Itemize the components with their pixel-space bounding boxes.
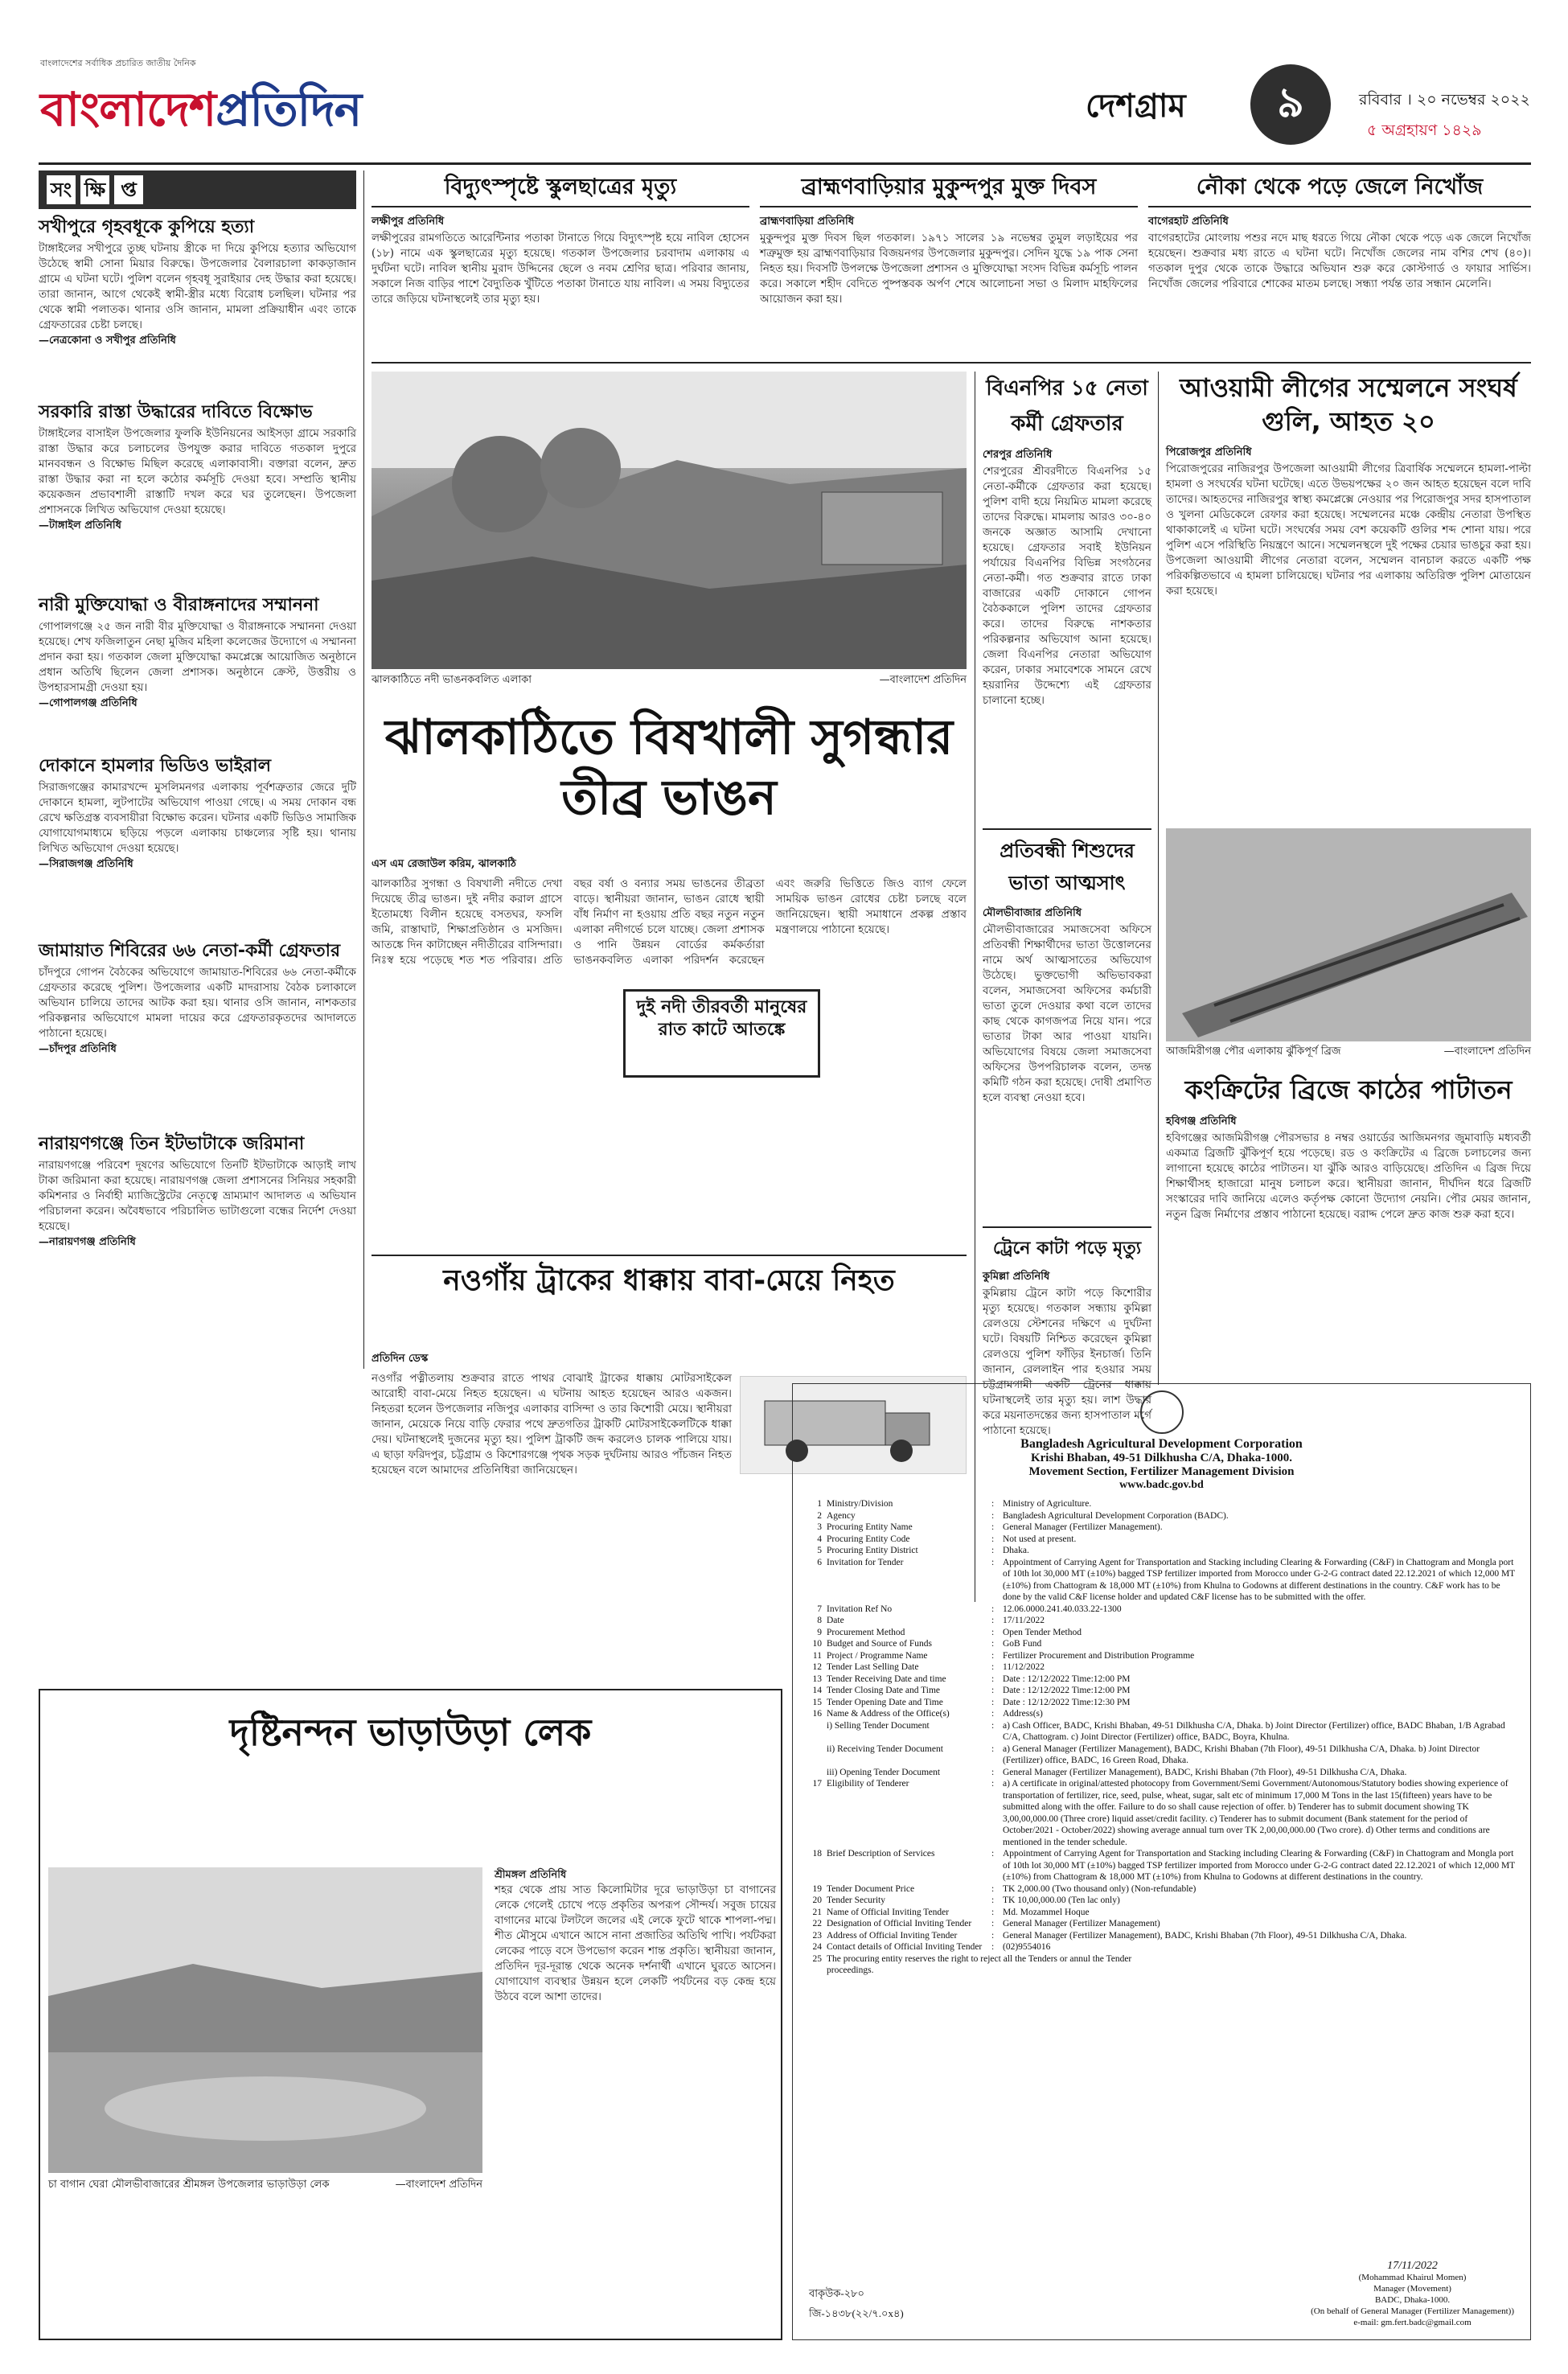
- bridge-byline: হবিগঞ্জ প্রতিনিধি: [1166, 1115, 1237, 1127]
- tender-row-label: Tender Closing Date and Time: [827, 1686, 941, 1695]
- main-story-text: ঝালকাঠির সুগন্ধা ও বিষখালী নদীতে দেখা দিয়েছে তীব্র ভাঙন। দুই নদীর করাল গ্রাসে ইতোমধ্যে বিলীন হয়েছে বসতঘর, ফসলি জমি, রাস্তাঘাট, শিক্ষাপ্রতিষ্ঠান ও মসজিদ। আতঙ্কে দিন কাটাচ্ছেন নদীতীরের বাসিন্দারা। নিঃস্ব হয়ে পড়েছে শত শত পরিবার। প্রতি বছর বর্ষা ও বন্যার সময় ভাঙনের তীব্রতা বাড়ে। স্থানীয়রা জানান, ভাঙন রোধে স্থায়ী বাঁধ নির্মাণ না হওয়ায় প্রতি বছর নতুন নতুন এলাকা নদীগর্ভে চলে যাচ্ছে। জেলা প্রশাসক ও পানি উন্নয়ন বোর্ডের কর্মকর্তারা ভাঙনকবলিত এলাকা পরিদর্শন করেছেন এবং জরুরি ভিত্তিতে জিও ব্যাগ ফেলে সাময়িক ভাঙন রোধের চেষ্টা চলছে বলে জানিয়েছেন। স্থায়ী সমাধানে প্রকল্প প্রস্তাব মন্ত্রণালয়ে পাঠানো হয়েছে।: [371, 877, 967, 967]
- main-headline: ঝালকাঠিতে বিষখালী সুগন্ধার তীব্র ভাঙন: [384, 709, 954, 826]
- newspaper-logo: [40, 74, 361, 152]
- naogaon-headline: নওগাঁয় ট্রাকের ধাক্কায় বাবা-মেয়ে নিহত: [443, 1264, 895, 1297]
- tender-row-number: 3: [817, 1522, 822, 1532]
- tender-row: [804, 1674, 1519, 1686]
- section-title: দেশগ্রাম: [1086, 88, 1186, 125]
- allowance-story: [983, 836, 1151, 1214]
- bridge-photo: [1166, 828, 1531, 1041]
- tender-org: Bangladesh Agricultural Development Corporation: [1020, 1437, 1303, 1451]
- tender-row: [804, 1498, 1519, 1510]
- main-story-photo: [371, 372, 967, 669]
- story-title: নৌকা থেকে পড়ে জেলে নিখোঁজ: [1196, 175, 1484, 199]
- lake-photo: [48, 1867, 482, 2173]
- brief-item: [39, 402, 356, 595]
- brief-text: গোপালগঞ্জে ২৫ জন নারী বীর মুক্তিযোদ্ধা ও বীরাঙ্গনাকে সম্মাননা দেওয়া হয়েছে। শেখ ফজিলাতুন নেছা মুজিব মহিলা কলেজের উদ্যোগে এ সম্মাননা প্রদান করা হয়। গতকাল জেলা মুক্তিযোদ্ধা কমপ্লেক্সে আয়োজিত অনুষ্ঠানে প্রধান অতিথি ছিলেন জেলা প্রশাসক। অনুষ্ঠানে ক্রেস্ট, উত্তরীয় ও উপহারসামগ্রী দেওয়া হয়।: [39, 620, 356, 695]
- train-text: কুমিল্লায় ট্রেনে কাটা পড়ে কিশোরীর মৃত্যু হয়েছে। গতকাল সন্ধ্যায় কুমিল্লা রেলওয়ে স্টেশনের দক্ষিণে এ দুর্ঘটনা ঘটে। বিষয়টি নিশ্চিত করেছেন কুমিল্লা রেলওয়ে পুলিশ ফাঁড়ির ইনচার্জ। তিনি জানান, রেললাইন পার হওয়ার সময় চট্টগ্রামগামী একটি ট্রেনের ধাক্কায় ঘটনাস্থলেই তার মৃত্যু হয়। লাশ উদ্ধার করে ময়নাতদন্তের জন্য হাসপাতাল মর্গে পাঠানো হয়েছে।: [983, 1287, 1151, 1437]
- photo-caption: ঝালকাঠিতে নদী ভাঙনকবলিত এলাকা: [371, 674, 532, 686]
- tender-row: [804, 1953, 1519, 1977]
- al-text: পিরোজপুরের নাজিরপুর উপজেলা আওয়ামী লীগের ত্রিবার্ষিক সম্মেলনে হামলা-পাল্টা হামলা ও সংঘর্ষের ঘটনা ঘটেছে। এতে উভয়পক্ষের ২০ জন আহত হয়েছেন বলে দাবি তাদের। আহতদের নাজিরপুর স্বাস্থ্য কমপ্লেক্সে নেওয়ার পর পিরোজপুর সদর হাসপাতাল ও খুলনা মেডিকেলে রেফার করা হয়েছে। সম্মেলনের মঞ্চে কেন্দ্রীয় নেতারা উপস্থিত থাকাকালেই এ ঘটনা ঘটে। সংঘর্ষের সময় বেশ কয়েকটি গুলির শব্দ শোনা যায়। পরে পুলিশ এসে পরিস্থিতি নিয়ন্ত্রণে আনে। সম্মেলনস্থলে দুই পক্ষের চেয়ার ভাঙচুর করা হয়। উপজেলা আওয়ামী লীগের নেতারা বলেন, সম্মেলন বানচাল করতে একটি পক্ষ পরিকল্পিতভাবে এ হামলা চালিয়েছে। ঘটনার পর এলাকায় অতিরিক্ত পুলিশ মোতায়েন করা হয়েছে।: [1166, 462, 1531, 598]
- tender-row-colon: :: [991, 1697, 995, 1707]
- story-fisherman: [1148, 170, 1531, 355]
- tender-ref1: বাকৃউক-২৮০: [809, 2287, 864, 2299]
- tender-row-colon: :: [991, 1919, 995, 1928]
- tender-row: [804, 1918, 1519, 1930]
- lake-feature: [39, 1689, 782, 2340]
- brief-text: নারায়ণগঞ্জে পরিবেশ দূষণের অভিযোগে তিনটি ইটভাটাকে আড়াই লাখ টাকা জরিমানা করা হয়েছে। নারায়ণগঞ্জ জেলা প্রশাসনের সিনিয়র সহকারী কমিশনার ও নির্বাহী ম্যাজিস্ট্রেটের নেতৃত্বে ভ্রাম্যমাণ আদালত এ অভিযান পরিচালনা করেন। অবৈধভাবে পরিচালিত ভাটাগুলো বন্ধের নির্দেশ দেওয়া হয়েছে।: [39, 1159, 356, 1234]
- al-byline: পিরোজপুর প্রতিনিধি: [1166, 446, 1252, 459]
- tender-row: [804, 1522, 1519, 1534]
- allowance-title: প্রতিবন্ধী শিশুদের ভাতা আত্মসাৎ: [999, 840, 1135, 894]
- bridge-title: কংক্রিটের ব্রিজে কাঠের পাটাতন: [1184, 1074, 1513, 1105]
- tender-row-value: TK 10,00,000.00 (Ten lac only): [1003, 1896, 1120, 1905]
- brief-title: নারায়ণগঞ্জে তিন ইটভাটাকে জরিমানা: [39, 1134, 305, 1154]
- story-electrocution: [371, 170, 749, 355]
- lake-body: শহর থেকে প্রায় সাত কিলোমিটার দূরে ভাড়াউড়া চা বাগানের লেকে গেলেই চোখে পড়ে প্রকৃতির অপরূপ সৌন্দর্য। সবুজ চায়ের বাগানের মাঝে টলটলে জলের এই লেকে ফুটে থাকে শাপলা-পদ্ম। শীত মৌসুমে এখানে আসে নানা প্রজাতির অতিথি পাখি। পর্যটকরা লেকের পাড়ে বসে উপভোগ করেন শান্ত প্রকৃতি। স্থানীয়রা জানান, প্রতিদিন দূর-দূরান্ত থেকে অনেক দর্শনার্থী এখানে ঘুরতে আসেন। যোগাযোগ ব্যবস্থার উন্নয়ন হলে লেকটি পর্যটনের বড় কেন্দ্র হয়ে উঠবে বলে আশা তাদের।: [495, 1883, 776, 2003]
- tender-row: [804, 1534, 1519, 1546]
- tender-row-label: Tender Opening Date and Time: [827, 1697, 943, 1707]
- tender-row-colon: :: [991, 1709, 995, 1719]
- tender-row-label: Invitation for Tender: [827, 1557, 904, 1567]
- main-byline: এস এম রেজাউল করিম, ঝালকাঠি: [371, 858, 516, 870]
- tender-row: [804, 1708, 1519, 1720]
- tender-row-number: 25: [812, 1953, 822, 1964]
- bridge-text: হবিগঞ্জের আজমিরীগঞ্জ পৌরসভার ৪ নম্বর ওয়ার্ডের আজিমনগর জুমাবাড়ি মধ্যবর্তী একমাত্র ব্রিজটি ঝুঁকিপূর্ণ হয়ে পড়েছে। রড ও কংক্রিটের এ ব্রিজে চলাচলের জন্য লাগানো হয়েছে কাঠের পাটাতন। যা ঝুঁকি আরও বাড়িয়েছে। প্রতিদিন এ ব্রিজ দিয়ে শিক্ষার্থীসহ হাজারো মানুষ চলাচল করে। স্থানীয়রা জানান, দীর্ঘদিন ধরে ব্রিজটি সংস্কারের দাবি জানিয়ে এলেও কর্তৃপক্ষ কোনো উদ্যোগ নেয়নি। পৌর মেয়র জানান, নতুন ব্রিজ নির্মাণের প্রস্তাব পাঠানো হয়েছে। বরাদ্দ পেলে দ্রুত কাজ শুরু করা হবে।: [1166, 1132, 1531, 1221]
- tender-row-label: Procuring Entity Name: [827, 1522, 913, 1532]
- brief-title: জামায়াত শিবিরের ৬৬ নেতা-কর্মী গ্রেফতার: [39, 941, 341, 961]
- tender-row-colon: :: [991, 1604, 995, 1614]
- signature-email: e-mail: gm.fert.badc@gmail.com: [1353, 2318, 1472, 2327]
- tender-row-colon: :: [991, 1639, 995, 1649]
- tender-row-value: Bangladesh Agricultural Development Corporation (BADC).: [1003, 1510, 1229, 1521]
- brief-byline: —সিরাজগঞ্জ প্রতিনিধি: [39, 858, 133, 871]
- story-title: বিদ্যুৎস্পৃষ্টে স্কুলছাত্রের মৃত্যু: [444, 175, 677, 199]
- tender-row-value: Appointment of Carrying Agent for Transportation and Stacking including Clearing & Forwarding (C&F) in Chattogram and Mongla port of 10th lot 30,000 MT (±10%) bagged TSP fertilizer imported from Morocco under G-2-G contract dated 22.12.2021 of which 12,000 MT (±10%) from Chattogram & 18,000 MT (±10%) from Khulna to Godowns at different destinations in the country. C&F work has to be done by the valid C&F license holder and updated C&F license has to be submitted with the offer.: [1003, 1557, 1515, 1602]
- tender-address: Krishi Bhaban, 49-51 Dilkhusha C/A, Dhaka-1000.: [1030, 1452, 1293, 1464]
- tender-row-value: Ministry of Agriculture.: [1003, 1499, 1092, 1509]
- tender-row-colon: :: [991, 1546, 995, 1555]
- tender-row-value: 17/11/2022: [1003, 1616, 1045, 1625]
- tender-row-value: Md. Mozammel Hoque: [1003, 1907, 1090, 1917]
- tender-row: [804, 1557, 1519, 1604]
- date-bengali: ৫ অগ্রহায়ণ ১৪২৯: [1367, 121, 1482, 139]
- briefs-header: [39, 170, 356, 209]
- signature-org: BADC, Dhaka-1000.: [1374, 2295, 1451, 2305]
- tender-row: [804, 1767, 1519, 1779]
- brief-item: [39, 756, 356, 941]
- bridge-illustration: [1166, 828, 1531, 1041]
- tender-row-label: Brief Description of Services: [827, 1849, 935, 1859]
- naogaon-byline: প্রতিদিন ডেস্ক: [371, 1353, 429, 1365]
- tender-row-number: 8: [817, 1616, 822, 1625]
- story-text: লক্ষীপুরের রামগতিতে আরেন্টিনার পতাকা টানাতে গিয়ে বিদ্যুৎস্পৃষ্ট হয়ে নাবিল হোসেন (১৮) নামে এক স্কুলছাত্রের মৃত্যু হয়েছে। গতকাল উপজেলার চরবাদাম এলাকায় এ দুর্ঘটনা ঘটে। নাবিল স্থানীয় মুরাদ উদ্দিনের ছেলে ও নবম শ্রেণির ছাত্র। পরিবার জানায়, সকালে নিজ বাড়ির পাশে বৈদ্যুতিক খুঁটিতে পতাকা টানাতে যায় নাবিল। এ সময় বিদ্যুতের তারে জড়িয়ে ঘটনাস্থলেই তার মৃত্যু হয়।: [371, 232, 749, 306]
- story-rule: [1148, 206, 1531, 207]
- naogaon-body: নওগাঁর পত্নীতলায় শুক্রবার রাতে পাথর বোঝাই ট্রাকের ধাক্কায় মোটরসাইকেল আরোহী বাবা-মেয়ে নিহত হয়েছেন। এ ঘটনায় আহত হয়েছেন আরও একজন। নিহতরা হলেন উপজেলার নজিপুর এলাকার বাসিন্দা ও তার কিশোরী মেয়ে। স্থানীয়রা জানান, মেয়েকে নিয়ে বাড়ি ফেরার পথে দ্রুতগতির ট্রাকটি মোটরসাইকেলটিকে ধাক্কা দেয়। ঘটনাস্থলেই দুজনের মৃত্যু হয়। পুলিশ ট্রাকটি জব্দ করলেও চালক পালিয়ে যায়। এ ছাড়া ফরিদপুর, চট্টগ্রাম ও কিশোরগঞ্জে পৃথক সড়ক দুর্ঘটনায় আরও পাঁচজন নিহত হয়েছেন বলে আমাদের প্রতিনিধিরা জানিয়েছেন।: [371, 1372, 732, 1477]
- brief-byline: —নেত্রকোনা ও সখীপুর প্রতিনিধি: [39, 335, 176, 347]
- briefs-label-2: ক্ষি: [80, 175, 109, 204]
- tender-row-label: The procuring entity reserves the right to reject all the Tenders or annul the Tender proceedings.: [827, 1953, 1132, 1975]
- story-rule: [760, 206, 1138, 207]
- brief-byline: —টাঙ্গাইল প্রতিনিধি: [39, 520, 121, 532]
- tender-row-label: ii) Receiving Tender Document: [827, 1744, 943, 1754]
- tender-row-colon: :: [991, 1907, 995, 1917]
- tender-row-label: Tender Security: [827, 1896, 885, 1905]
- story-byline: ব্রাহ্মণবাড়িয়া প্রতিনিধি: [760, 216, 855, 228]
- tender-row-value: a) General Manager (Fertilizer Management), BADC, Krishi Bhaban (7th Floor), 49-51 Dilkhusha C/A, Dhaka. b) Joint Director (Fertilizer) office, BADC, 16 Green Road, Dhaka.: [1003, 1744, 1480, 1765]
- tender-row-value: General Manager (Fertilizer Management), BADC, Krishi Bhaban (7th Floor), 49-51 Dilkhusha C/A, Dhaka.: [1003, 1930, 1407, 1941]
- tender-row-label: Ministry/Division: [827, 1499, 893, 1509]
- tender-row-number: [804, 1744, 827, 1767]
- bnp-text: শেরপুরের শ্রীবরদীতে বিএনপির ১৫ নেতা-কর্মীকে গ্রেফতার করা হয়েছে। পুলিশ বাদী হয়ে নিয়মিত মামলা করেছে তাদের বিরুদ্ধে। মামলায় আরও ৩০-৪০ জনকে অজ্ঞাত আসামি দেখানো হয়েছে। গ্রেফতার সবাই ইউনিয়ন পর্যায়ের বিএনপির বিভিন্ন সংগঠনের নেতা-কর্মী। গত শুক্রবার রাতে ঢাকা বাজারের একটি দোকানে গোপন বৈঠককালে পুলিশ তাদের গ্রেফতার করে। তাদের বিরুদ্ধে নাশকতার পরিকল্পনার অভিযোগ আনা হয়েছে। জেলা বিএনপির নেতারা অভিযোগ করেন, ঢাকার সমাবেশকে সামনে রেখে হয়রানির উদ্দেশ্যে এই গ্রেফতার চালানো হচ্ছে।: [983, 465, 1151, 707]
- tender-row-value: General Manager (Fertilizer Management): [1003, 1919, 1160, 1928]
- story-mukundapur: [760, 170, 1138, 355]
- tender-row-label: Address of Official Inviting Tender: [827, 1930, 958, 1941]
- tender-row-number: 10: [812, 1639, 822, 1649]
- tender-row-value: Address(s): [1003, 1709, 1043, 1719]
- tender-row-number: 19: [812, 1883, 822, 1894]
- tender-row-value: 12.06.0000.241.40.033.22-1300: [1003, 1604, 1122, 1614]
- tender-row-number: 11: [812, 1650, 822, 1661]
- tender-row-colon: :: [991, 1627, 995, 1637]
- story-title: ব্রাহ্মণবাড়িয়ার মুকুন্দপুর মুক্ত দিবস: [801, 175, 1097, 199]
- tender-row-number: 24: [812, 1942, 822, 1952]
- tender-row: [804, 1744, 1519, 1767]
- tender-row-number: 20: [812, 1896, 822, 1905]
- tender-row-value: Appointment of Carrying Agent for Transportation and Stacking including Clearing & Forwarding (C&F) in Chattogram and Mongla port of 10th lot 30,000 MT (±10%) bagged TSP fertilizer imported from Morocco under G-2-G contract dated 22.12.2021 of which 12,000 MT (±10%) from Chattogram & 18,000 MT (±10%) from Khulna to Godowns at different destinations in the country.: [1003, 1849, 1515, 1882]
- logo-part2: প্রতিদিন: [215, 82, 362, 137]
- tender-row-number: 23: [812, 1930, 822, 1941]
- brief-byline: —চাঁদপুর প্রতিনিধি: [39, 1043, 117, 1056]
- bnp-byline: শেরপুর প্রতিনিধি: [983, 449, 1053, 461]
- brief-title: সরকারি রাস্তা উদ্ধারের দাবিতে বিক্ষোভ: [39, 402, 313, 422]
- brief-item: [39, 595, 356, 756]
- masthead-tagline: বাংলাদেশের সর্বাধিক প্রচারিত জাতীয় দৈনিক: [40, 58, 196, 68]
- tender-row-number: 13: [812, 1674, 822, 1684]
- tender-row-colon: :: [991, 1779, 995, 1789]
- tender-row-label: Procuring Entity District: [827, 1546, 918, 1555]
- tender-row-label: i) Selling Tender Document: [827, 1720, 930, 1731]
- pull-quote: দুই নদী তীরবর্তী মানুষের রাত কাটে আতঙ্কে: [623, 989, 820, 1078]
- tender-row-number: 6: [817, 1557, 822, 1567]
- tender-row: [804, 1848, 1519, 1883]
- riverbank-illustration: [371, 372, 967, 669]
- tender-row: [804, 1930, 1519, 1942]
- tender-row-colon: [1168, 1953, 1179, 1977]
- tender-signature: [1311, 2261, 1514, 2328]
- lake-photo-caption: [48, 2177, 482, 2194]
- page-number: ৯: [1250, 64, 1331, 145]
- tender-ref2: জি-১৪৩৮(২২/৭.০x৪): [809, 2307, 904, 2319]
- briefs-label-3: প্ত: [114, 175, 143, 204]
- tender-row-value: a) Cash Officer, BADC, Krishi Bhaban, 49-51 Dilkhusha C/A, Dhaka. b) Joint Director (Fertilizer) office, BADC Bhaban, 1/B Agrabad C/A, Chattogram. c) Joint Director (Fertilizer) office, BADC, Boyra, Khulna.: [1003, 1720, 1505, 1742]
- date-gregorian: রবিবার । ২০ নভেম্বর ২০২২: [1359, 91, 1530, 109]
- brief-text: টাঙ্গাইলের সখীপুরে তুচ্ছ ঘটনায় স্ত্রীকে দা দিয়ে কুপিয়ে হত্যার অভিযোগ উঠেছে স্বামী সোনা মিয়ার বিরুদ্ধে। উপজেলার বৈলারচালা কাকড়াজান গ্রামে এ ঘটনা ঘটে। পুলিশ বলেন গৃহবধূ সুরাইয়ার দেহ উদ্ধার করা হয়েছে। তারা জানান, আগে থেকেই স্বামী-স্ত্রীর মধ্যে বিরোধ চলছিল। ঘটনার পর থেকে স্বামী পলাতক। থানার ওসি জানান, মামলা প্রক্রিয়াধীন এবং তাকে গ্রেফতারের চেষ্টা চলছে।: [39, 242, 356, 332]
- tender-row: [804, 1685, 1519, 1697]
- al-title: আওয়ামী লীগের সম্মেলনে সংঘর্ষ গুলি, আহত ২০: [1180, 372, 1517, 437]
- tender-row: [804, 1604, 1519, 1616]
- tender-row-colon: :: [991, 1662, 995, 1672]
- tender-row-colon: :: [991, 1896, 995, 1905]
- row-rule: [371, 1255, 967, 1256]
- tender-row-value: Open Tender Method: [1003, 1627, 1082, 1637]
- tender-row-label: iii) Opening Tender Document: [827, 1767, 941, 1777]
- tender-row-colon: :: [991, 1522, 995, 1532]
- tender-row-label: Eligibility of Tenderer: [827, 1779, 909, 1789]
- tender-row-colon: :: [991, 1767, 995, 1777]
- tender-row-value: General Manager (Fertilizer Management).: [1003, 1522, 1163, 1532]
- bnp-title: বিএনপির ১৫ নেতা কর্মী গ্রেফতার: [986, 376, 1148, 436]
- tender-row-number: 7: [817, 1604, 822, 1614]
- bridge-photo-caption: [1166, 1044, 1531, 1061]
- tender-row-value: TK 2,000.00 (Two thousand only) (Non-refundable): [1003, 1883, 1197, 1894]
- tender-row-colon: :: [991, 1650, 995, 1661]
- tender-row-value: a) A certificate in original/attested photocopy from Government/Semi Government/Autonomous/Statutory bodies showing experience of transportation of fertilizer, rice, seed, pulse, wheat, sugar, salt etc of minimum 17,000 M Tons in the last 15(fifteen) years have to be submitted along with the offer. Failure to do so shall cause rejection of offer. b) Tenderer has to submit document showing TK 3,00,00,000.00 (Three crore) liquid asset/credit facility. c) Tenderer has to submit document (Bank statement for the period of October/2021 - October/2022) showing average annual turn over TK 2,00,00,000.00 (Two crore). d) Other terms and conditions are mentioned in the tender schedule.: [1003, 1779, 1508, 1847]
- al-story: [1166, 372, 1531, 822]
- story-byline: বাগেরহাট প্রতিনিধি: [1148, 216, 1229, 228]
- tender-row-value: (02)9554016: [1003, 1942, 1051, 1952]
- main-photo-caption: [371, 672, 967, 689]
- tender-row-number: 17: [812, 1779, 822, 1789]
- tender-row-value: Date : 12/12/2022 Time:12:00 PM: [1003, 1686, 1131, 1695]
- briefs-label-1: সং: [47, 175, 76, 204]
- tender-row-number: 4: [817, 1534, 822, 1544]
- tender-row-colon: :: [991, 1720, 995, 1731]
- tender-row: [804, 1650, 1519, 1662]
- tender-row-value: Fertilizer Procurement and Distribution Programme: [1003, 1650, 1195, 1661]
- brief-text: টাঙ্গাইলের বাসাইল উপজেলার ফুলকি ইউনিয়নের আইসড়া গ্রামে সরকারি রাস্তা উদ্ধার করে চলাচলের উপযুক্ত করার দাবিতে গতকাল দুপুরে মানববন্ধন ও বিক্ষোভ মিছিল করেছে এলাকাবাসী। বক্তারা বলেন, দ্রুত রাস্তা উদ্ধার করা না হলে কঠোর কর্মসূচি দেওয়া হবে। সম্প্রতি স্থানীয় কয়েকজন প্রভাবশালী রাস্তাটি দখল করে ঘর তুলেছেন। উপজেলা প্রশাসনকে লিখিত অভিযোগ দেওয়া হয়েছে।: [39, 427, 356, 517]
- tender-row-colon: :: [991, 1557, 995, 1567]
- lake-illustration: [48, 1867, 482, 2173]
- brief-item: [39, 217, 356, 402]
- tender-row-label: Agency: [827, 1510, 856, 1521]
- tender-row-label: Date: [827, 1616, 844, 1625]
- tender-row-colon: :: [991, 1616, 995, 1625]
- tender-row: [804, 1510, 1519, 1522]
- tender-row-colon: :: [991, 1686, 995, 1695]
- column-rule: [1158, 372, 1159, 1385]
- brief-title: নারী মুক্তিযোদ্ধা ও বীরাঙ্গনাদের সম্মাননা: [39, 595, 319, 615]
- lake-text-right: [495, 1867, 776, 2318]
- signature-behalf: (On behalf of General Manager (Fertilizer Management)): [1311, 2306, 1514, 2316]
- train-title: ট্রেনে কাটা পড়ে মৃত্যু: [992, 1238, 1142, 1259]
- brief-title: দোকানে হামলার ভিডিও ভাইরাল: [39, 756, 272, 776]
- tender-row-colon: :: [991, 1499, 995, 1509]
- tender-section: Movement Section, Fertilizer Management Division: [1028, 1465, 1295, 1478]
- tender-row-label: Tender Document Price: [827, 1883, 915, 1894]
- tender-row-colon: :: [991, 1744, 995, 1754]
- row-rule: [983, 1226, 1151, 1228]
- photo-credit: —বাংলাদেশ প্রতিদিন: [1443, 1045, 1531, 1058]
- photo-caption: চা বাগান ঘেরা মৌলভীবাজারের শ্রীমঙ্গল উপজেলার ভাড়াউড়া লেক: [48, 2179, 330, 2191]
- tender-row-number: [804, 1767, 827, 1779]
- tender-row-label: Project / Programme Name: [827, 1650, 928, 1661]
- tender-row-value: Not used at present.: [1003, 1534, 1077, 1544]
- tender-row: [804, 1895, 1519, 1907]
- tender-row-colon: :: [991, 1849, 995, 1859]
- story-text: বাগেরহাটের মোংলায় পশুর নদে মাছ ধরতে গিয়ে নৌকা থেকে পড়ে এক জেলে নিখোঁজ হয়েছেন। শুক্রবার মধ্য রাতে এ ঘটনা ঘটে। নিখোঁজ জেলের নাম বশির শেখ (৪০)। গতকাল দুপুর থেকে তাকে উদ্ধারে অভিযান শুরু করে কোস্টগার্ড ও ফায়ার সার্ভিস। নিখোঁজ জেলের পরিবারে শোকের মাতম চলছে। সন্ধ্যা পর্যন্ত তার সন্ধান মেলেনি।: [1148, 232, 1531, 290]
- tender-row-value: Date : 12/12/2022 Time:12:00 PM: [1003, 1674, 1131, 1684]
- tender-row-value: General Manager (Fertilizer Management), BADC, Krishi Bhaban (7th Floor), 49-51 Dilkhusha C/A, Dhaka.: [1003, 1767, 1407, 1777]
- tender-row-label: Tender Last Selling Date: [827, 1662, 919, 1672]
- tender-row-value: GoB Fund: [1003, 1639, 1042, 1649]
- tender-row-label: Tender Receiving Date and time: [827, 1674, 946, 1684]
- tender-row: [804, 1697, 1519, 1709]
- bridge-story: [1166, 1114, 1531, 1379]
- lake-headline: দৃষ্টিনন্দন ভাড়াউড়া লেক: [229, 1711, 592, 1754]
- allowance-byline: মৌলভীবাজার প্রতিনিধি: [983, 907, 1082, 919]
- signature-title: Manager (Movement): [1373, 2284, 1451, 2294]
- tender-row-number: 15: [812, 1697, 822, 1707]
- tender-row-number: 22: [812, 1919, 822, 1928]
- tender-advertisement: [792, 1383, 1531, 2340]
- tender-row: [804, 1720, 1519, 1744]
- tender-row-number: 14: [812, 1686, 822, 1695]
- tender-row-colon: :: [991, 1674, 995, 1684]
- tender-row-number: 2: [817, 1510, 822, 1521]
- photo-caption: আজমিরীগঞ্জ পৌর এলাকায় ঝুঁকিপূর্ণ ব্রিজ: [1166, 1045, 1341, 1058]
- brief-item: [39, 941, 356, 1134]
- tender-row-number: [804, 1720, 827, 1744]
- signature-name: (Mohammad Khairul Momen): [1358, 2273, 1467, 2282]
- row-rule: [983, 828, 1151, 830]
- bnp-story: [983, 372, 1151, 822]
- tender-row: [804, 1545, 1519, 1557]
- logo-part1: বাংলাদেশ: [40, 82, 216, 137]
- tender-row-number: 9: [817, 1627, 822, 1637]
- tender-row-colon: :: [991, 1930, 995, 1941]
- brief-text: চাঁদপুরে গোপন বৈঠকের অভিযোগে জামায়াত-শিবিরের ৬৬ নেতা-কর্মীকে গ্রেফতার করেছে পুলিশ। উপজেলার একটি মাদরাসায় বৈঠক চলাকালে অভিযান চালিয়ে তাদের আটক করা হয়। থানার ওসি জানান, নাশকতার পরিকল্পনার অভিযোগে মামলা দায়ের করে গ্রেফতারকৃতদের আদালতে পাঠানো হয়েছে।: [39, 966, 356, 1041]
- column-rule: [363, 170, 364, 1369]
- story-byline: লক্ষীপুর প্রতিনিধি: [371, 216, 445, 228]
- tender-row-colon: :: [991, 1534, 995, 1544]
- tender-row-number: 5: [817, 1546, 822, 1555]
- lake-byline: শ্রীমঙ্গল প্রতিনিধি: [495, 1869, 567, 1881]
- row-rule: [371, 362, 1531, 363]
- tender-row: [804, 1941, 1519, 1953]
- tender-row-label: Invitation Ref No: [827, 1604, 893, 1614]
- brief-byline: —গোপালগঞ্জ প্রতিনিধি: [39, 697, 138, 710]
- tender-row: [804, 1661, 1519, 1674]
- tender-row-colon: :: [991, 1942, 995, 1952]
- tender-row-colon: :: [991, 1510, 995, 1521]
- photo-credit: —বাংলাদেশ প্রতিদিন: [395, 2179, 482, 2191]
- tender-row-label: Budget and Source of Funds: [827, 1639, 932, 1649]
- tender-row-label: Procuring Entity Code: [827, 1534, 910, 1544]
- brief-byline: —নারায়ণগঞ্জ প্রতিনিধি: [39, 1236, 136, 1249]
- tender-row-colon: :: [991, 1883, 995, 1894]
- photo-credit: —বাংলাদেশ প্রতিদিন: [879, 674, 967, 686]
- tender-row-number: 16: [812, 1709, 822, 1719]
- tender-row-number: 18: [812, 1849, 822, 1859]
- tender-row-number: 12: [812, 1662, 822, 1672]
- brief-item: [39, 1134, 356, 1319]
- tender-row-label: Name & Address of the Office(s): [827, 1709, 950, 1719]
- masthead-rule: [39, 162, 1531, 165]
- story-rule: [371, 206, 749, 207]
- tender-row-number: 21: [812, 1907, 822, 1917]
- tender-row: [804, 1883, 1519, 1896]
- tender-row-value: 11/12/2022: [1003, 1662, 1045, 1672]
- tender-row-value: [1179, 1953, 1520, 1977]
- badc-logo: [1140, 1390, 1184, 1434]
- story-text: মুকুন্দপুর মুক্ত দিবস ছিল গতকাল। ১৯৭১ সালের ১৯ নভেম্বর তুমুল লড়াইয়ের পর শত্রুমুক্ত হয় ব্রাহ্মণবাড়িয়ার বিজয়নগর উপজেলার মুকুন্দপুর। সেদিন যুদ্ধে ১৯ পাক সেনা নিহত হয়। দিবসটি উপলক্ষে উপজেলা প্রশাসন ও মুক্তিযোদ্ধা সংসদ বিভিন্ন কর্মসূচি পালন করে। সকালে শহীদ বেদিতে পুষ্পস্তবক অর্পণ শেষে আলোচনা সভা ও মিলাদ মাহফিলের আয়োজন করা হয়।: [760, 232, 1138, 306]
- tender-row-value: Dhaka.: [1003, 1546, 1029, 1555]
- signature-date: 17/11/2022: [1387, 2260, 1438, 2272]
- tender-row-value: Date : 12/12/2022 Time:12:30 PM: [1003, 1697, 1131, 1707]
- tender-table: [793, 1492, 1530, 1983]
- tender-row-label: Designation of Official Inviting Tender: [827, 1919, 972, 1928]
- tender-row: [804, 1627, 1519, 1639]
- train-byline: কুমিল্লা প্রতিনিধি: [983, 1271, 1050, 1283]
- tender-row: [804, 1638, 1519, 1650]
- briefs-column: [39, 217, 356, 1359]
- tender-row-label: Contact details of Official Inviting Tender: [827, 1942, 983, 1952]
- allowance-text: মৌলভীবাজারের সমাজসেবা অফিসে প্রতিবন্ধী শিক্ষার্থীদের ভাতা উত্তোলনের নামে অর্থ আত্মসাতের অভিযোগ উঠেছে। ভুক্তভোগী অভিভাবকরা বলেন, সমাজসেবা অফিসের কর্মচারী ভাতা তুলে দেওয়ার কথা বলে তাদের কাছ থেকে কাগজপত্র নিয়ে যান। পরে ভাতার টাকা আর পাওয়া যায়নি। অভিযোগের বিষয়ে জেলা সমাজসেবা অফিসের উপপরিচালক বলেন, তদন্ত কমিটি গঠন করা হয়েছে। দোষী প্রমাণিত হলে ব্যবস্থা নেওয়া হবে।: [983, 923, 1151, 1104]
- tender-row-label: Name of Official Inviting Tender: [827, 1907, 950, 1917]
- tender-row: [804, 1778, 1519, 1848]
- tender-website: www.badc.gov.bd: [1119, 1479, 1204, 1491]
- masthead-logo: [40, 56, 362, 169]
- tender-row: [804, 1907, 1519, 1919]
- brief-text: সিরাজগঞ্জের কামারখন্দে মুসলিমনগর এলাকায় পূর্বশত্রুতার জেরে দুটি দোকানে হামলা, লুটপাটের অভিযোগ পাওয়া গেছে। এ সময় দোকান বন্ধ রেখে ক্ষতিগ্রস্ত ব্যবসায়ীরা বিক্ষোভ করেন। ঘটনার একটি ভিডিও সামাজিক যোগাযোগমাধ্যমে ছড়িয়ে পড়লে এলাকায় চাঞ্চল্যের সৃষ্টি হয়। থানায় লিখিত অভিযোগ দেওয়া হয়েছে।: [39, 781, 356, 856]
- brief-title: সখীপুরে গৃহবধূকে কুপিয়ে হত্যা: [39, 217, 255, 237]
- tender-row-number: 1: [817, 1499, 822, 1509]
- tender-row: [804, 1615, 1519, 1627]
- tender-row-label: Procurement Method: [827, 1627, 905, 1637]
